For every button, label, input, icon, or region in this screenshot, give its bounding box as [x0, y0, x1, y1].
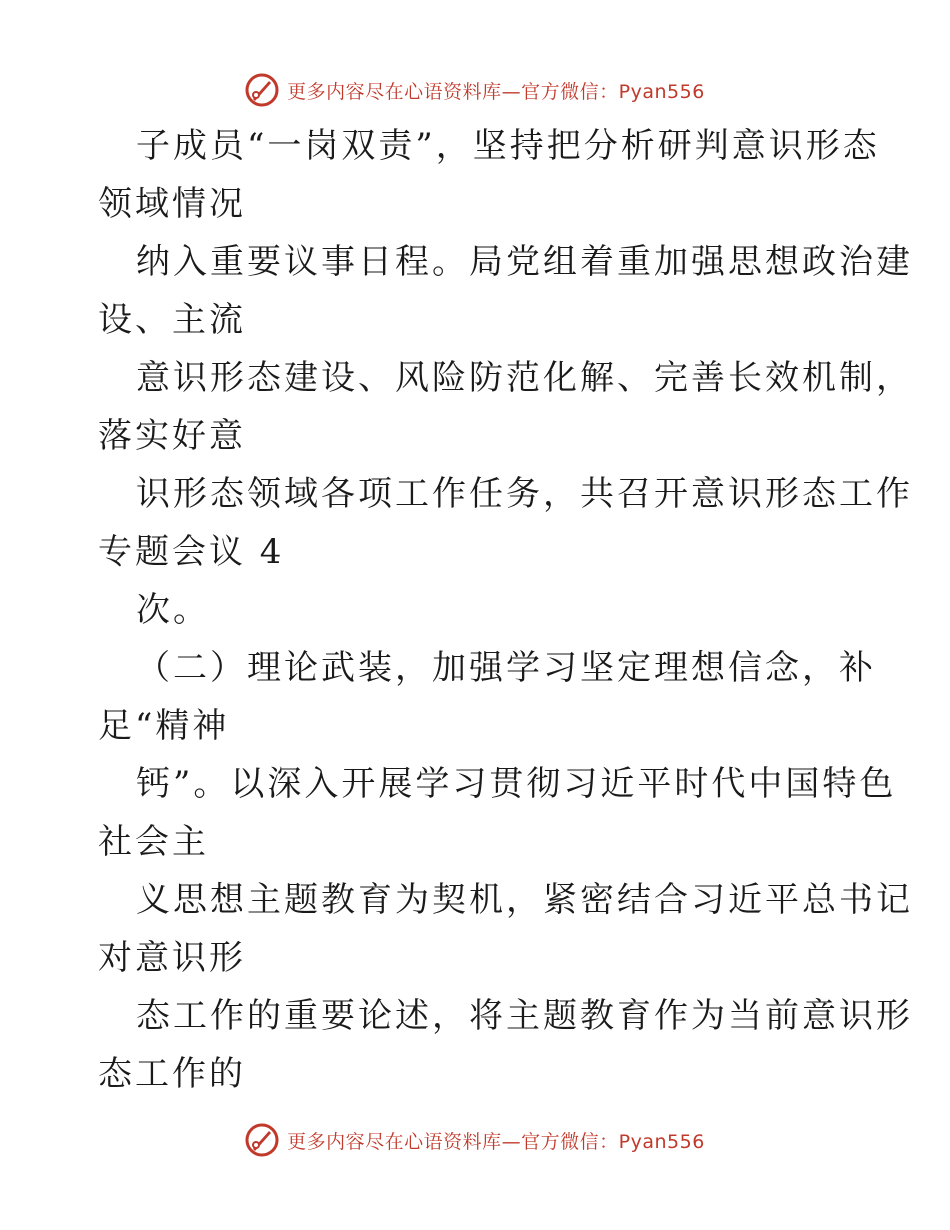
body-line: 设、主流 [98, 300, 246, 340]
body-line: 落实好意 [98, 416, 246, 456]
body-line: 意识形态建设、风险防范化解、完善长效机制， [136, 358, 913, 398]
body-line: 社会主 [98, 822, 209, 862]
body-line: 义思想主题教育为契机，紧密结合习近平总书记 [136, 880, 913, 920]
section-heading-line: （二）理论武装，加强学习坚定理想信念，补 [136, 648, 876, 688]
body-line: 子成员“一岗双责”，坚持把分析研判意识形态 [136, 126, 880, 166]
footer-banner [0, 1120, 950, 1160]
quill-logo-icon [245, 1123, 279, 1157]
header-banner-text: 更多内容尽在心语资料库—官方微信：Pyan556 [287, 80, 705, 103]
body-line: 钙”。以深入开展学习贯彻习近平时代中国特色 [136, 764, 897, 804]
body-line: 态工作的 [98, 1054, 246, 1094]
body-line: 专题会议 4 [98, 532, 285, 572]
body-line: 领域情况 [98, 184, 246, 224]
body-line: 次。 [136, 590, 210, 630]
section-heading-line: 足“精神 [98, 706, 230, 746]
body-line: 态工作的重要论述，将主题教育作为当前意识形 [136, 996, 913, 1036]
body-line: 对意识形 [98, 938, 246, 978]
footer-banner-text: 更多内容尽在心语资料库—官方微信：Pyan556 [287, 1130, 705, 1153]
body-line: 识形态领域各项工作任务，共召开意识形态工作 [136, 474, 913, 514]
body-line: 纳入重要议事日程。局党组着重加强思想政治建 [136, 242, 913, 282]
